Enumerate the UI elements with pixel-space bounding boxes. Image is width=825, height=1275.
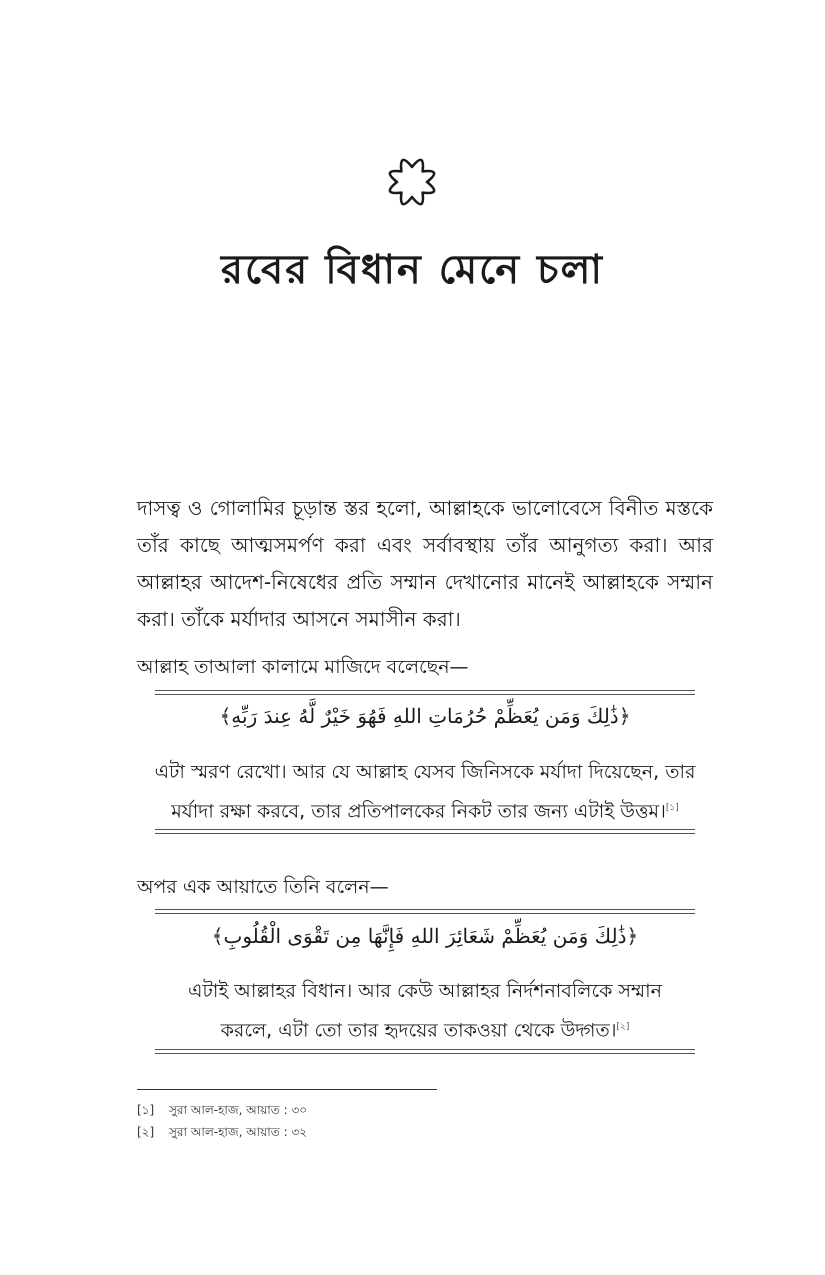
divider-rule [155,690,695,695]
translation-line: এটা স্মরণ রেখো। আর যে আল্লাহ যেসব জিনিসকে মর্যাদা দিয়েছেন, তার [154,761,696,783]
footnote-text: সুরা আল-হাজ, আয়াত : ৩০ [169,1103,308,1117]
verse-translation-2 [137,973,713,1048]
translation-line [137,1009,713,1048]
verse-intro-1: আল্লাহ তাআলা কালামে মাজিদে বলেছেন— [137,656,469,678]
verse-intro-2: অপর এক আয়াতে তিনি বলেন— [137,876,389,898]
flower-ornament-icon [380,150,444,214]
footnote-1 [137,1102,307,1122]
verse-translation-1 [137,754,713,829]
footnote-separator [137,1089,437,1090]
divider-rule [155,829,695,834]
footnote-text: সুরা আল-হাজ, আয়াত : ৩২ [169,1125,308,1139]
footnote-ref: [১] [665,803,679,813]
footnote-2 [137,1124,307,1144]
arabic-verse-2: ﴿ذَٰلِكَ وَمَن يُعَظِّمْ شَعَائِرَ اللهِ فَإِنَّهَا مِن تَقْوَى الْقُلُوبِ﴾ [211,924,639,948]
translation-text: মর্যাদা রক্ষা করবে, তার প্রতিপালকের নিকট তার জন্য এটাই উত্তম। [171,800,666,823]
translation-text: করলে, এটা তো তার হৃদয়ের তাকওয়া থেকে উদ্গত। [220,1019,617,1042]
footnote-number: [১] [137,1103,155,1117]
footnote-ref: [২] [616,1022,630,1032]
footnote-number: [২] [137,1125,155,1139]
arabic-verse-1: ﴿ذَٰلِكَ وَمَن يُعَظِّمْ حُرُمَاتِ اللهِ فَهُوَ خَيْرٌ لَّهُ عِندَ رَبِّهِ﴾ [219,704,631,728]
divider-rule [155,1049,695,1054]
translation-line [137,790,713,829]
body-paragraph: দাসত্ব ও গোলামির চূড়ান্ত স্তর হলো, আল্লাহকে ভালোবেসে বিনীত মস্তকে তাঁর কাছে আত্মসমর্পণ করা এবং সর্বাবস্থায় তাঁর আনুগত্য করা। আর আল্লাহর আদেশ-নিষেধের প্রতি সম্মান দেখানোর মানেই আল্লাহকে সম্মান করা। তাঁকে মর্যাদার আসনে সমাসীন করা। [137,496,713,631]
translation-line: এটাই আল্লাহর বিধান। আর কেউ আল্লাহর নির্দশনাবলিকে সম্মান [188,980,662,1002]
divider-rule [155,909,695,914]
chapter-title: রবের বিধান মেনে চলা [220,247,605,293]
